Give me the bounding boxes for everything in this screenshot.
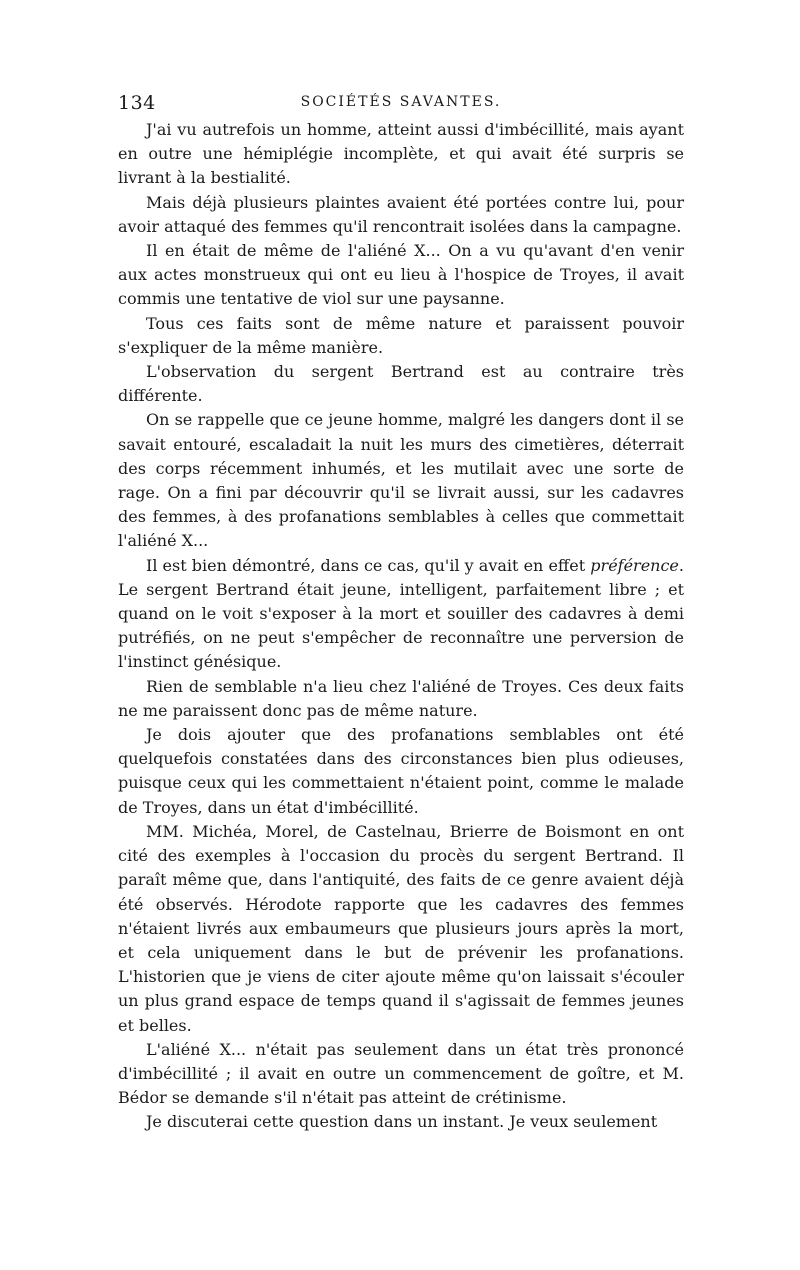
paragraph: L'observation du sergent Bertrand est au contraire très différente. xyxy=(118,362,684,406)
paragraph xyxy=(118,554,684,675)
emphasized-word: préférence xyxy=(590,555,679,575)
page-body xyxy=(118,118,684,1135)
paragraph: L'aliéné X... n'était pas seulement dans un état très prononcé d'imbécillité ; il avait en outre un commencement de goître, et M. Bédor se demande s'il n'était pas atteint de crétinisme. xyxy=(118,1039,684,1108)
running-head: SOCIÉTÉS SAVANTES. xyxy=(300,94,502,110)
paragraph-text: . Le sergent Bertrand était jeune, intelligent, parfaitement libre ; et quand on le voit s'exposer à la mort et souiller des cadavres à demi putréfiés, on ne peut s'empêcher de reconnaître une perversion de l'instinct génésique. xyxy=(118,555,684,672)
paragraph: Je discuterai cette question dans un instant. Je veux seulement xyxy=(146,1112,658,1132)
paragraph-text: Il est bien démontré, dans ce cas, qu'il y avait en effet xyxy=(146,555,591,575)
paragraph: J'ai vu autrefois un homme, atteint aussi d'imbécillité, mais ayant en outre une hémiplégie incomplète, et qui avait été surpris se livrant à la bestialité. xyxy=(118,120,684,188)
paragraph: MM. Michéa, Morel, de Castelnau, Brierre de Boismont en ont cité des exemples à l'occasion du procès du sergent Bertrand. Il paraît même que, dans l'antiquité, des faits de ce genre avaient déjà été observés. Hérodote rapporte que les cadavres des femmes n'étaient livrés aux embaumeurs que plusieurs jours après la mort, et cela uniquement dans le but de prévenir les profanations. L'historien que je viens de citer ajoute même qu'on laissait s'écouler un plus grand espace de temps quand il s'agissait de femmes jeunes et belles. xyxy=(118,821,684,1035)
book-page xyxy=(118,88,684,1135)
paragraph: Rien de semblable n'a lieu chez l'aliéné de Troyes. Ces deux faits ne me paraissent donc pas de même nature. xyxy=(118,676,684,720)
paragraph: Je dois ajouter que des profanations semblables ont été quelquefois constatées dans des circonstances bien plus odieuses, puisque ceux qui les commettaient n'étaient point, comme le malade de Troyes, dans un état d'imbécillité. xyxy=(118,725,684,817)
page-number: 134 xyxy=(118,92,156,114)
paragraph: Mais déjà plusieurs plaintes avaient été portées contre lui, pour avoir attaqué des femmes qu'il rencontrait isolées dans la campagne. xyxy=(118,192,684,236)
page-header xyxy=(118,88,684,118)
paragraph: Tous ces faits sont de même nature et paraissent pouvoir s'expliquer de la même manière. xyxy=(118,313,684,357)
paragraph: On se rappelle que ce jeune homme, malgré les dangers dont il se savait entouré, escaladait la nuit les murs des cimetières, déterrait des corps récemment inhumés, et les mutilait avec une sorte de rage. On a fini par découvrir qu'il se livrait aussi, sur les cadavres des femmes, à des profanations semblables à celles que commettait l'aliéné X... xyxy=(118,410,684,551)
paragraph: Il en était de même de l'aliéné X... On a vu qu'avant d'en venir aux actes monstrueux qui ont eu lieu à l'hospice de Troyes, il avait commis une tentative de viol sur une paysanne. xyxy=(118,241,684,309)
